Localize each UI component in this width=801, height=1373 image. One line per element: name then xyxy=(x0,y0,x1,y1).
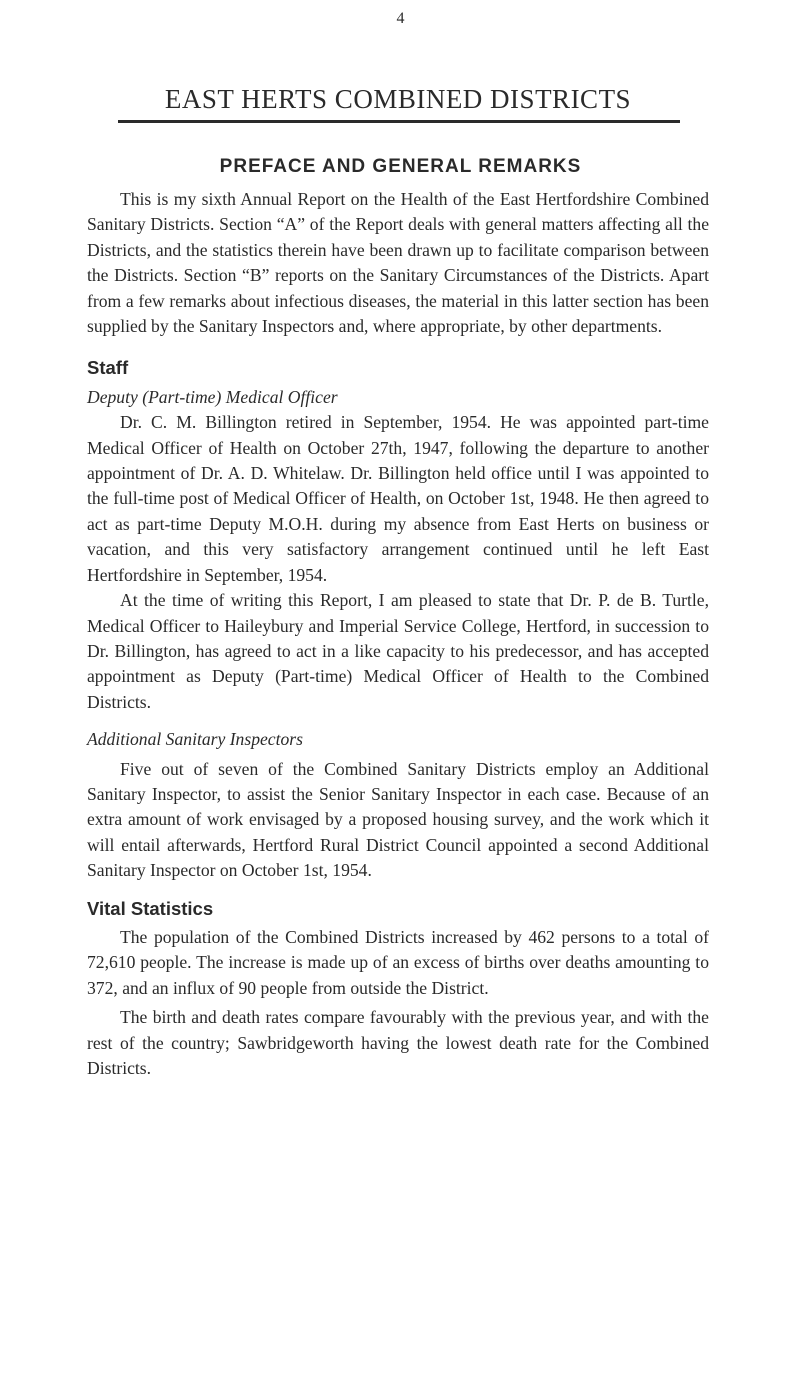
inspectors-paragraph: Five out of seven of the Combined Sanitary Districts employ an Additional Sanitary Inspector, to assist the Senior Sanitary Inspector in each case. Because of an extra amount of work envisaged by a proposed housing survey, and the work which it will entail afterwards, Hertford Rural District Council appointed a second Additional Sanitary Inspector on October 1st, 1954. xyxy=(87,758,709,881)
vital-statistics-heading: Vital Statistics xyxy=(87,897,214,919)
deputy-heading: Deputy (Part-time) Medical Officer xyxy=(87,386,338,407)
vital-statistics-paragraph-1: The population of the Combined Districts increased by 462 persons to a total of 72,610 people. The increase is made up of an excess of births over deaths amounting to 372, and an influx of 90 people from outside the District. xyxy=(87,926,709,998)
deputy-paragraph-1: Dr. C. M. Billington retired in September, 1954. He was appointed part-time Medical Officer of Health on October 27th, 1947, following the departure to another appointment of Dr. A. D. Whitelaw. Dr. Billington held office until I was appointed to the full-time post of Medical Officer of Health, on October 1st, 1948. He then agreed to act as part-time Deputy M.O.H. during my absence from East Herts on business or vacation, and this very satisfactory arrangement continued until he left East Hertfordshire in September, 1954. xyxy=(87,412,709,585)
deputy-paragraph-2: At the time of writing this Report, I am pleased to state that Dr. P. de B. Turtle, Medical Officer to Haileybury and Imperial Service College, Hertford, in succession to Dr. Billington, has agreed to act in a like capacity to his predecessor, and has accepted appointment as Deputy (Part-time) Medical Officer of Health to the Combined Districts. xyxy=(87,590,709,712)
body-text xyxy=(87,187,709,1081)
title-underline xyxy=(118,120,680,123)
document-title: EAST HERTS COMBINED DISTRICTS xyxy=(164,84,632,114)
vital-statistics-paragraph-2: The birth and death rates compare favourably with the previous year, and with the rest of the country; Sawbridgeworth having the lowest death rate for the Combined Districts. xyxy=(87,1007,709,1078)
page-number: 4 xyxy=(396,10,405,27)
intro-paragraph: This is my sixth Annual Report on the Health of the East Hertfordshire Combined Sanitary Districts. Section “A” of the Report deals with general matters affecting all the Districts, and the statistics therein have been drawn up to facilitate comparison between the Districts. Section “B” reports on the Sanitary Circumstances of the Districts. Apart from a few remarks about infectious diseases, the material in this latter section has been supplied by the Sanitary Inspectors and, where appropriate, by other departments. xyxy=(87,189,709,337)
staff-heading: Staff xyxy=(87,357,129,379)
section-heading: PREFACE AND GENERAL REMARKS xyxy=(219,156,582,177)
inspectors-heading: Additional Sanitary Inspectors xyxy=(87,729,303,750)
